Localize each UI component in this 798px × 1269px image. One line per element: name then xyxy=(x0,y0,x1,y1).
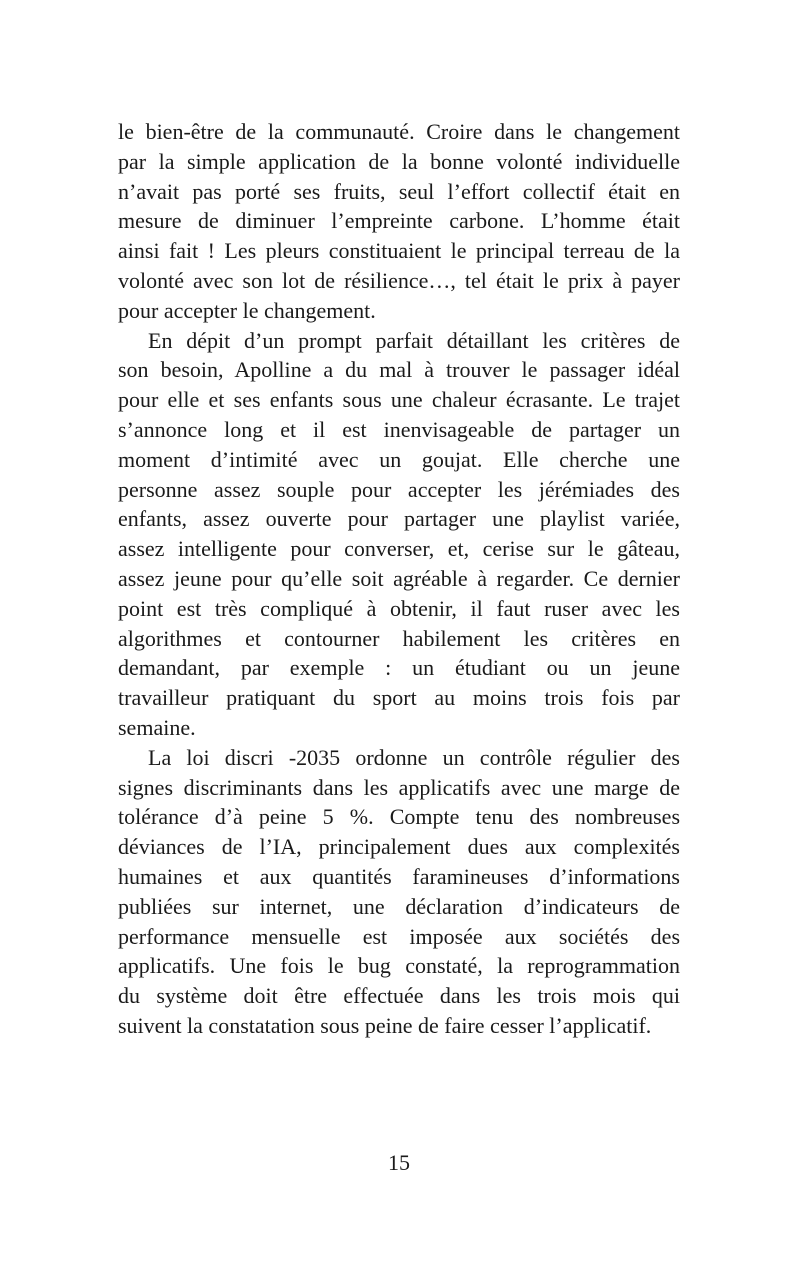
text-line: déviances de l’IA, principalement dues aux complexités xyxy=(118,834,680,860)
text-line: point est très compliqué à obtenir, il faut ruser avec les xyxy=(118,595,680,621)
text-line: semaine. xyxy=(118,714,196,740)
text-line: La loi discri -2035 ordonne un contrôle régulier des xyxy=(148,744,680,770)
text-line: demandant, par exemple : un étudiant ou un jeune xyxy=(118,655,680,681)
text-line: son besoin, Apolline a du mal à trouver le passager idéal xyxy=(118,357,680,383)
text-line: volonté avec son lot de résilience…, tel était le prix à payer xyxy=(118,267,680,293)
text-line: enfants, assez ouverte pour partager une playlist variée, xyxy=(118,506,680,532)
text-line: humaines et aux quantités faramineuses d’informations xyxy=(118,863,680,889)
text-line: personne assez souple pour accepter les jérémiades des xyxy=(118,476,680,502)
page-number: 15 xyxy=(388,1150,410,1175)
text-line: signes discriminants dans les applicatifs avec une marge de xyxy=(118,774,680,800)
paragraph xyxy=(118,743,680,1041)
text-line: mesure de diminuer l’empreinte carbone. L’homme était xyxy=(118,208,680,234)
text-line: En dépit d’un prompt parfait détaillant les critères de xyxy=(148,327,680,353)
text-line: performance mensuelle est imposée aux sociétés des xyxy=(118,923,680,949)
text-line: suivent la constatation sous peine de faire cesser l’applicatif. xyxy=(118,1012,652,1038)
text-line: applicatifs. Une fois le bug constaté, la reprogrammation xyxy=(118,953,680,979)
text-line: pour accepter le changement. xyxy=(118,297,376,323)
text-line: assez jeune pour qu’elle soit agréable à regarder. Ce dernier xyxy=(118,565,680,591)
text-line: algorithmes et contourner habilement les critères en xyxy=(118,625,680,651)
text-line: assez intelligente pour converser, et, cerise sur le gâteau, xyxy=(118,536,680,562)
text-line: s’annonce long et il est inenvisageable de partager un xyxy=(118,416,680,442)
text-line: publiées sur internet, une déclaration d’indicateurs de xyxy=(118,893,680,919)
paragraph xyxy=(118,326,680,743)
text-line: ainsi fait ! Les pleurs constituaient le principal terreau de la xyxy=(118,238,680,264)
body-text xyxy=(118,117,680,1041)
text-line: travailleur pratiquant du sport au moins trois fois par xyxy=(118,685,680,711)
text-line: par la simple application de la bonne volonté individuelle xyxy=(118,148,680,174)
text-line: du système doit être effectuée dans les trois mois qui xyxy=(118,983,680,1009)
paragraph xyxy=(118,117,680,326)
text-line: n’avait pas porté ses fruits, seul l’effort collectif était en xyxy=(118,178,680,204)
text-line: le bien-être de la communauté. Croire dans le changement xyxy=(118,119,680,144)
text-line: pour elle et ses enfants sous une chaleur écrasante. Le trajet xyxy=(118,387,680,413)
text-line: moment d’intimité avec un goujat. Elle cherche une xyxy=(118,446,680,472)
text-line: tolérance d’à peine 5 %. Compte tenu des nombreuses xyxy=(118,804,680,830)
